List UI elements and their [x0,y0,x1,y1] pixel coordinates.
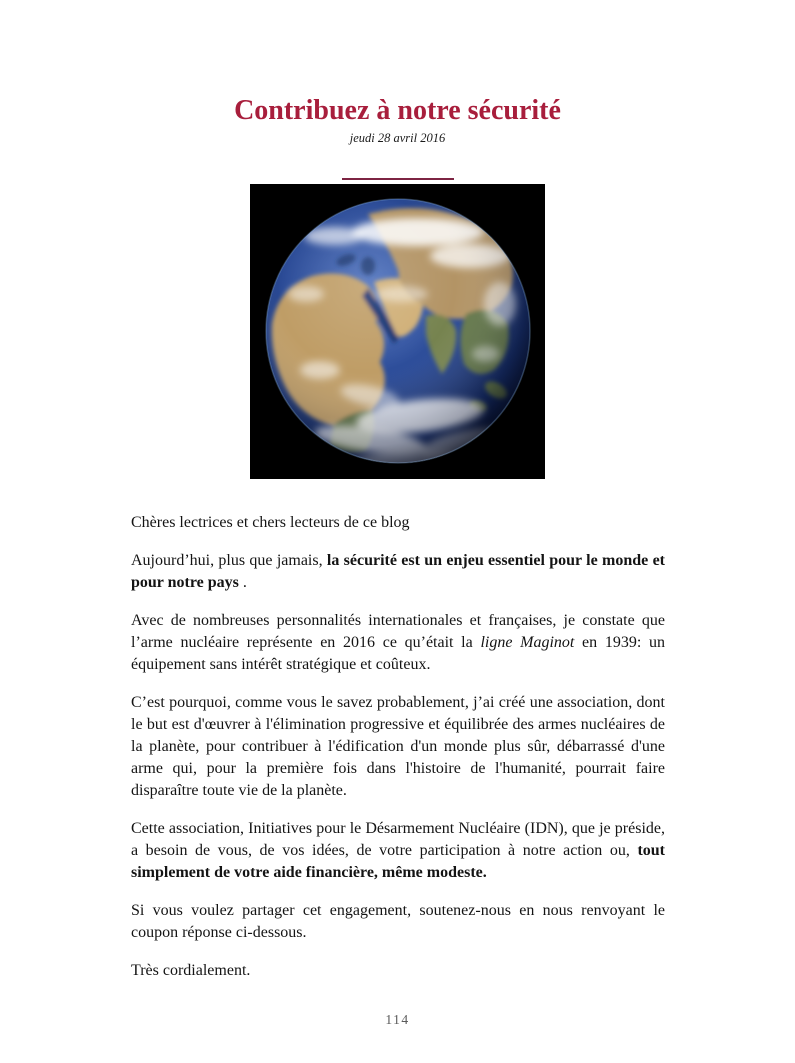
post-body [131,512,665,982]
post-title: Contribuez à notre sécurité [234,95,561,126]
paragraph-closing: Très cordialement. [131,962,251,979]
text-segment: Cette association, Initiatives pour le Désarmement Nucléaire (IDN), que je préside, a besoin de vous, de vos idées, de votre participation à notre action ou, [131,820,665,859]
paragraph-coupon: Si vous voulez partager cet engagement, soutenez-nous en nous renvoyant le coupon réponse ci-dessous. [131,902,665,941]
paragraph-maginot [131,610,665,676]
paragraph-greeting: Chères lectrices et chers lecteurs de ce blog [131,514,410,531]
text-segment: Avec de nombreuses personnalités internationales et françaises, je constate que l’arme nucléaire représente en 2016 ce qu’était la [131,612,665,651]
page-number: 114 [385,1012,410,1027]
paragraph-association: C’est pourquoi, comme vous le savez probablement, j’ai créé une association, dont le but est d'œuvrer à l'élimination progressive et équilibrée des armes nucléaires de la planète, pour contribuer à l'édification d'un monde plus sûr, débarrassé d'une arme qui, pour la première fois dans l'histoire de l'humanité, pourrait faire disparaître toute vie de la planète. [131,694,665,799]
text-segment-bold: la sécurité est un enjeu essentiel pour le monde et pour notre pays [131,552,666,591]
separator-rule [342,178,454,180]
text-segment-italic: ligne Maginot [480,634,575,651]
text-segment: . [238,574,247,591]
text-segment: Aujourd’hui, plus que jamais, [131,552,327,569]
text-segment: en 1939: un équipement sans intérêt stratégique et coûteux. [131,634,666,673]
post-date: jeudi 28 avril 2016 [349,131,446,145]
paragraph-idn [131,818,665,884]
text-segment-bold: tout simplement de votre aide financière, même modeste. [131,842,665,881]
earth-image [250,184,545,479]
earth-illustration [250,184,545,479]
paragraph-security [131,550,665,594]
